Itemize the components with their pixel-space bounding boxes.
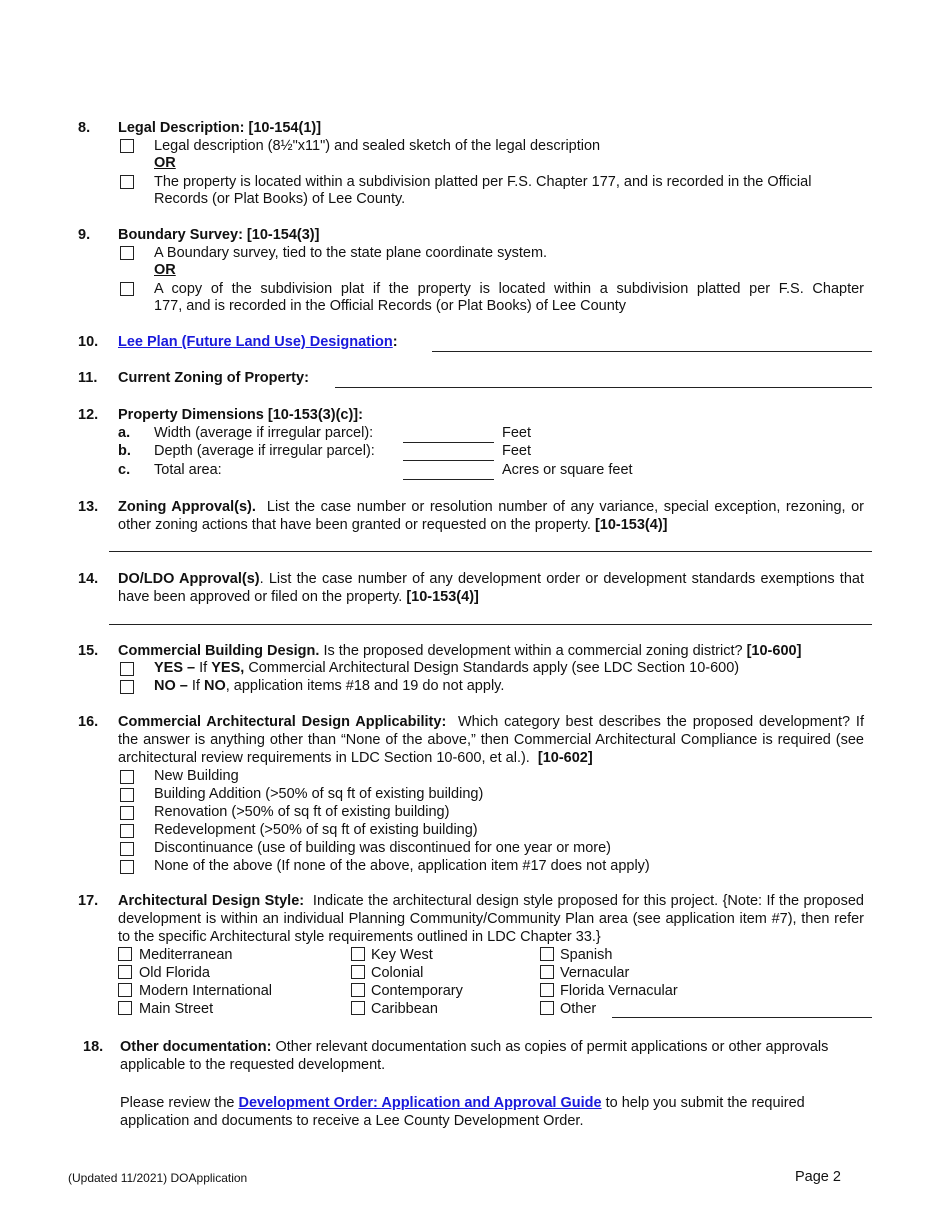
option-label: Building Addition (>50% of sq ft of existing building) [154,786,484,802]
item-number: 13. [78,499,99,515]
depth-label: Depth (average if irregular parcel): [154,443,375,459]
yes-label: YES – If YES, Commercial Architectural Design Standards apply (see LDC Section 10-600) [154,660,740,676]
item-number: 8. [78,120,91,136]
colon: : [392,334,398,350]
do-ldo-heading: DO/LDO Approval(s) [118,571,260,587]
do-ldo-approvals-field[interactable] [109,624,872,625]
style-label: Key West [371,947,433,963]
description: Which category best describes the proposed development? If the answer is anything other than “None of the above,” then Commercial Architectural Compliance is required (see architectural review requirements in LDC Section 10-600, et al.). [118,714,864,766]
do-ldo-approvals-text [118,570,864,606]
item-number: 16. [78,714,99,730]
design-style-text [118,892,864,946]
depth-field[interactable] [403,460,494,461]
heading: Commercial Building Design. [118,643,320,659]
description: Indicate the architectural design style proposed for this project. {Note: If the proposed development is within an individual Planning Community/Community Plan area (see application item #7), then refer to the specific Architectural style requirements outlined in LDC Chapter 33.} [118,893,864,945]
option-label: 177, and is recorded in the Official Records (or Plat Books) of Lee County [154,298,627,314]
or-label: OR [154,155,176,171]
option-checkbox[interactable] [120,860,134,874]
style-label: Colonial [371,965,424,981]
item-number: 9. [78,227,91,243]
plat-copy-checkbox[interactable] [120,282,134,296]
applicability-text [118,713,864,767]
style-label: Old Florida [139,965,210,981]
total-area-label: Total area: [154,462,222,478]
option-label: Legal description (8½"x11") and sealed sketch of the legal description [154,138,601,154]
description: List the case number or resolution number of any variance, special exception, rezoning, or other zoning actions that have been granted or requested on the property. [118,499,864,533]
item-number: 10. [78,334,99,350]
zoning-approvals-heading: Zoning Approval(s). [118,499,256,515]
property-dimensions-heading: Property Dimensions [10-153(3)(c)]: [118,407,363,423]
page-number: Page 2 [795,1169,841,1185]
description: . List the case number of any development order or development standards exemptions that have been approved or filed on the property. [118,571,864,605]
style-checkbox[interactable] [540,965,554,979]
style-label: Mediterranean [139,947,233,963]
style-label: Main Street [139,1001,214,1017]
style-checkbox[interactable] [351,983,365,997]
zoning-approvals-text [118,498,864,534]
boundary-survey-checkbox[interactable] [120,246,134,260]
style-label: Florida Vernacular [560,983,678,999]
text: Please review the [120,1095,235,1111]
heading: Architectural Design Style: [118,893,305,909]
style-checkbox[interactable] [540,947,554,961]
option-checkbox[interactable] [120,770,134,784]
subdivision-plat-checkbox[interactable] [120,175,134,189]
heading: Commercial Architectural Design Applicability: [118,714,447,730]
item-number: 14. [78,571,99,587]
current-zoning-field[interactable] [335,387,872,388]
question: Is the proposed development within a commercial zoning district? [323,643,743,659]
lee-plan-designation-field[interactable] [432,351,872,352]
or-label: OR [154,262,176,278]
style-checkbox[interactable] [118,947,132,961]
style-checkbox[interactable] [540,983,554,997]
style-checkbox[interactable] [540,1001,554,1015]
item-number: 17. [78,893,99,909]
guide-paragraph [120,1094,860,1130]
option-label: None of the above (If none of the above, application item #17 does not apply) [154,858,650,874]
option-label: New Building [154,768,239,784]
option-checkbox[interactable] [120,806,134,820]
code-reference: [10-600] [746,643,802,659]
item-number: 11. [78,370,98,386]
total-area-field[interactable] [403,479,494,480]
no-checkbox[interactable] [120,680,134,694]
width-unit: Feet [502,425,532,441]
footer-updated: (Updated 11/2021) DOApplication [68,1171,248,1185]
zoning-approvals-field[interactable] [109,551,872,552]
style-checkbox[interactable] [118,1001,132,1015]
item-letter: c. [118,462,131,478]
option-label: The property is located within a subdivision platted per F.S. Chapter 177, and is recorded in the Official [154,174,812,190]
legal-description-checkbox[interactable] [120,139,134,153]
item-letter: b. [118,443,131,459]
option-label: Records (or Plat Books) of Lee County. [154,191,406,207]
option-checkbox[interactable] [120,788,134,802]
item-letter: a. [118,425,131,441]
approval-guide-link[interactable]: Development Order: Application and Approval Guide [238,1095,602,1111]
no-label: NO – If NO, application items #18 and 19 do not apply. [154,678,505,694]
option-label: A copy of the subdivision plat if the property is located within a subdivision platted per F.S. Chapter [154,281,864,297]
option-checkbox[interactable] [120,842,134,856]
style-checkbox[interactable] [118,983,132,997]
commercial-building-text [118,642,801,660]
style-label: Other [560,1001,597,1017]
current-zoning-label: Current Zoning of Property: [118,370,309,386]
option-label: Redevelopment (>50% of sq ft of existing building) [154,822,478,838]
option-label: A Boundary survey, tied to the state plane coordinate system. [154,245,548,261]
style-checkbox[interactable] [118,965,132,979]
depth-unit: Feet [502,443,532,459]
legal-description-heading: Legal Description: [10-154(1)] [118,120,322,136]
total-area-unit: Acres or square feet [502,462,633,478]
option-label: Discontinuance (use of building was discontinued for one year or more) [154,840,611,856]
heading: Other documentation: [120,1039,272,1055]
style-checkbox[interactable] [351,947,365,961]
option-checkbox[interactable] [120,824,134,838]
code-reference: [10-153(4)] [594,517,668,533]
style-checkbox[interactable] [351,1001,365,1015]
other-documentation-text [120,1038,880,1074]
text: to help you submit the required application and documents to receive a Lee County Development Order. [120,1095,805,1129]
style-checkbox[interactable] [351,965,365,979]
code-reference: [10-153(4)] [406,589,479,605]
style-label: Spanish [560,947,613,963]
style-label: Modern International [139,983,272,999]
item-number: 18. [83,1039,104,1055]
style-label: Contemporary [371,983,463,999]
boundary-survey-heading: Boundary Survey: [10-154(3)] [118,227,320,243]
item-number: 15. [78,643,99,659]
style-label: Caribbean [371,1001,438,1017]
width-label: Width (average if irregular parcel): [154,425,374,441]
lee-plan-link[interactable]: Lee Plan (Future Land Use) Designation [118,334,393,350]
code-reference: [10-602] [537,750,593,766]
item-number: 12. [78,407,99,423]
yes-checkbox[interactable] [120,662,134,676]
other-style-field[interactable] [612,1017,872,1018]
width-field[interactable] [403,442,494,443]
description: Other relevant documentation such as copies of permit applications or other approvals applicable to the requested development. [120,1039,829,1073]
style-label: Vernacular [560,965,630,981]
option-label: Renovation (>50% of sq ft of existing building) [154,804,450,820]
